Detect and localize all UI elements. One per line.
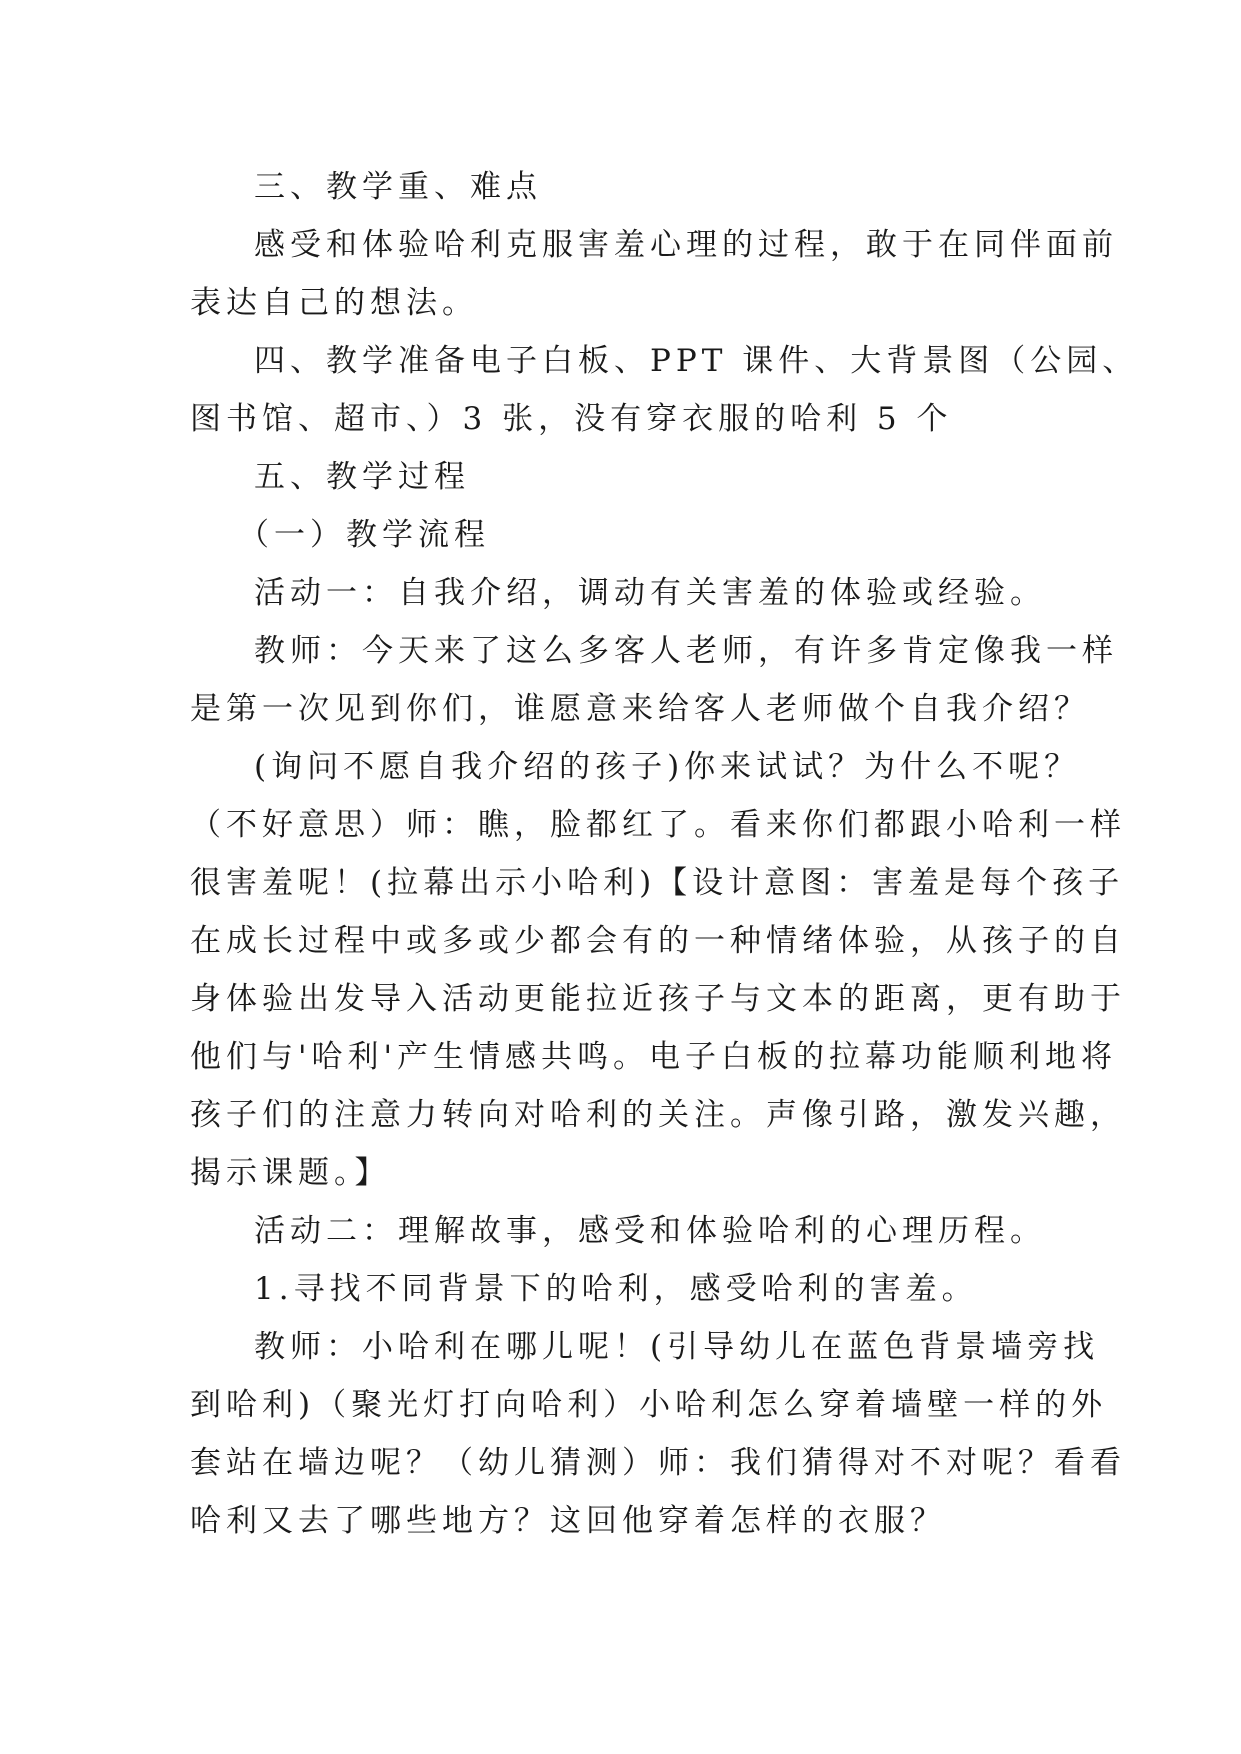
section-heading-process: 五、教学过程 (254, 459, 470, 495)
list-item: 1.寻找不同背景下的哈利，感受哈利的害羞。 (254, 1271, 978, 1307)
paragraph-line: 身体验出发导入活动更能拉近孩子与文本的距离，更有助于 (190, 981, 1126, 1017)
paragraph-line: 教师：今天来了这么多客人老师，有许多肯定像我一样 (254, 633, 1118, 669)
paragraph-line: 表达自己的想法。 (190, 285, 478, 321)
paragraph-line: (询问不愿自我介绍的孩子)你来试试？为什么不呢？ (254, 749, 1081, 785)
section-heading-preparation: 四、教学准备电子白板、PPT 课件、大背景图（公园、 (254, 343, 1139, 379)
paragraph-line: （不好意思）师：瞧，脸都红了。看来你们都跟小哈利一样 (190, 807, 1126, 843)
paragraph-line: 图书馆、超市、）3 张，没有穿衣服的哈利 5 个 (190, 401, 953, 437)
paragraph-line: 套站在墙边呢？（幼儿猜测）师：我们猜得对不对呢？看看 (190, 1445, 1126, 1481)
paragraph-line: 感受和体验哈利克服害羞心理的过程，敢于在同伴面前 (254, 227, 1118, 263)
paragraph-line: 教师：小哈利在哪儿呢！(引导幼儿在蓝色背景墙旁找 (254, 1329, 1100, 1365)
paragraph-line: 在成长过程中或多或少都会有的一种情绪体验，从孩子的自 (190, 923, 1126, 959)
section-heading-key-points: 三、教学重、难点 (254, 169, 542, 205)
paragraph-line: 很害羞呢！(拉幕出示小哈利)【设计意图：害羞是每个孩子 (190, 865, 1125, 901)
paragraph-line: 到哈利)（聚光灯打向哈利）小哈利怎么穿着墙壁一样的外 (190, 1387, 1108, 1423)
paragraph-line: 揭示课题。】 (190, 1155, 391, 1191)
paragraph-line: 孩子们的注意力转向对哈利的关注。声像引路，激发兴趣， (190, 1097, 1126, 1133)
activity-two-heading: 活动二：理解故事，感受和体验哈利的心理历程。 (254, 1213, 1046, 1249)
activity-one-heading: 活动一：自我介绍，调动有关害羞的体验或经验。 (254, 575, 1046, 611)
paragraph-line: 是第一次见到你们，谁愿意来给客人老师做个自我介绍？ (190, 691, 1090, 727)
document-body (190, 158, 1139, 1550)
subsection-heading-flow: （一）教学流程 (238, 517, 490, 553)
paragraph-line: 他们与'哈利'产生情感共鸣。电子白板的拉幕功能顺利地将 (190, 1039, 1118, 1075)
paragraph-line: 哈利又去了哪些地方？这回他穿着怎样的衣服？ (190, 1503, 946, 1539)
